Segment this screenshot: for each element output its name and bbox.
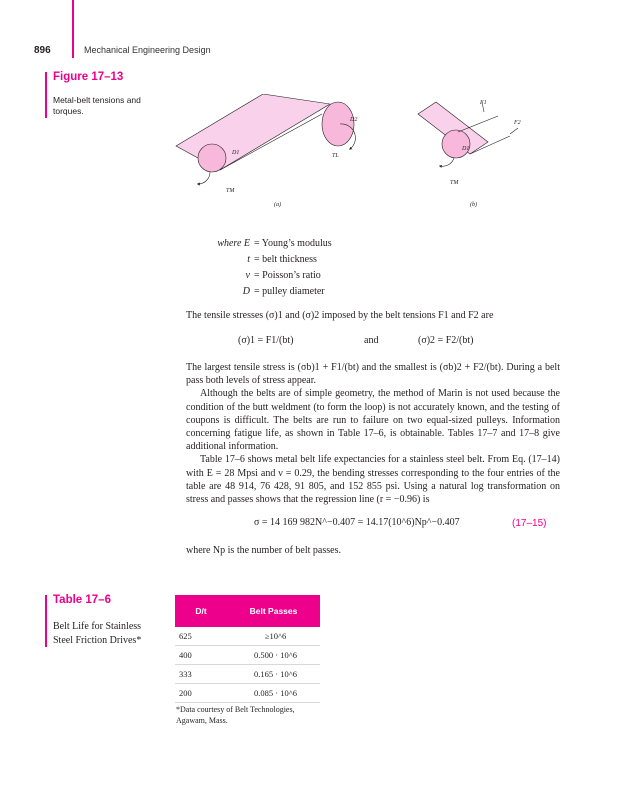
table-caption: Belt Life for Stainless Steel Friction Drives* <box>53 621 142 646</box>
equation-sigma2: (σ)2 = F2/(bt) <box>418 335 474 346</box>
header-rule <box>72 0 74 58</box>
table-cell: ≥10^6 <box>264 631 287 641</box>
where-desc: = pulley diameter <box>254 286 325 297</box>
table-label: Table 17–6 <box>53 594 111 606</box>
figure-label: Figure 17–13 <box>53 71 124 83</box>
table-cell: 0.500 · 10^6 <box>254 650 297 660</box>
label-tm-b: TM <box>450 180 459 186</box>
body-paragraphs <box>186 361 560 506</box>
label-tl: TL <box>332 153 339 159</box>
table-cell: 200 <box>179 688 192 698</box>
where-symbol: D <box>242 286 250 297</box>
table-cell: 400 <box>179 650 192 660</box>
column-header-belt-passes: Belt Passes <box>227 595 320 627</box>
column-header-dt: D/t <box>175 595 227 627</box>
table-cell: 625 <box>179 631 192 641</box>
label-f1: F1 <box>480 100 487 106</box>
label-f2: F2 <box>514 120 521 126</box>
paragraph: Table 17–6 shows metal belt life expectancies for a stainless steel belt. From Eq. (17–14) with E = 28 Mpsi and ν = 0.29, the bending stresses corresponding to the four entries of the table are 48 914, 76 428, 91 805, and 152 855 psi. Using a natural log transformation on stress and passes shows that the regression line (r = −0.96) is <box>186 454 560 506</box>
where-np: where Np is the number of belt passes. <box>186 545 341 556</box>
paragraph: The largest tensile stress is (σb)1 + F1/(bt) and the smallest is (σb)2 + F2/(bt). During a belt pass both levels of stress appear. <box>186 362 560 387</box>
table-cell: 333 <box>179 669 192 679</box>
where-desc: = Poisson’s ratio <box>254 270 321 281</box>
belt-figure <box>170 94 550 214</box>
where-symbol: ν <box>245 270 250 281</box>
figure-rule <box>45 72 47 118</box>
label-d1-a: D1 <box>232 150 240 156</box>
where-desc: = Young’s modulus <box>254 238 332 249</box>
belt-drive-b <box>418 102 518 166</box>
table-footnote: *Data courtesy of Belt Technologies, Agawam, Mass. <box>176 705 295 725</box>
belt-life-table <box>175 595 320 703</box>
subcaption-a: (a) <box>274 202 281 208</box>
equation-regression-text: σ = 14 169 982N^−0.407 = 14.17(10^6)Np^−0.407 <box>254 517 460 528</box>
table-cell: 0.085 · 10^6 <box>254 688 297 698</box>
equation-and: and <box>364 335 379 346</box>
table-row <box>175 646 320 665</box>
where-symbol: t <box>247 254 250 265</box>
paragraph: Although the belts are of simple geometry, the method of Marin is not used because the condition of the butt weldment (to form the loop) is not accurately known, and the testing of coupons is difficult. The belts are run to failure on two equal-sized pulleys. Information concerning fatigue life, as shown in Table 17–6, is obtainable. Tables 17–7 and 17–8 give additional information. <box>186 388 560 453</box>
table-row <box>175 665 320 684</box>
table-row <box>175 627 320 646</box>
belt-drive-a <box>176 94 358 184</box>
label-tm-a: TM <box>226 188 235 194</box>
where-symbol: where E <box>217 238 250 249</box>
paragraph-tensile: The tensile stresses (σ)1 and (σ)2 imposed by the belt tensions F1 and F2 are <box>186 310 494 321</box>
subcaption-b: (b) <box>470 202 477 208</box>
table-row <box>175 684 320 703</box>
table-rule <box>45 595 47 647</box>
page-number: 896 <box>34 45 51 56</box>
where-desc: = belt thickness <box>254 254 317 265</box>
figure-caption: Metal-belt tensions and torques. <box>53 95 141 116</box>
label-d2-a: D2 <box>350 117 358 123</box>
running-title: Mechanical Engineering Design <box>84 45 211 55</box>
label-d1-b: D1 <box>462 146 470 152</box>
table-cell: 0.165 · 10^6 <box>254 669 297 679</box>
equation-sigma1: (σ)1 = F1/(bt) <box>238 335 294 346</box>
equation-number: (17–15) <box>512 518 547 529</box>
